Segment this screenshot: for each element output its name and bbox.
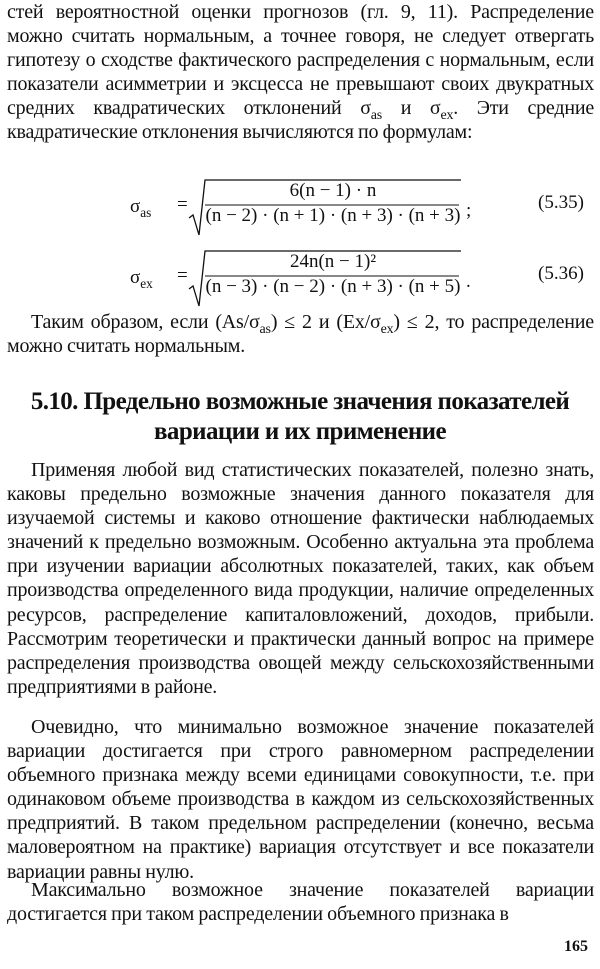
paragraph-after-formulas: Таким образом, если $(As/\sigma_{as}) \le 2$ и $(Ex/\sigma_{ex}) \le 2$, то распределение можно считать нормальным.: [7, 311, 594, 358]
section-heading-line-2: вариации и их применение: [154, 418, 446, 445]
paragraph-2: Очевидно, что минимально возможное значение показателей вариации достигается при строго равномерном распределении объемного признака между всеми единицами совокупности, т.е. при одинаковом объеме производства в каждом из сельскохозяйственных предприятий. В таком предельном распределении (конечно, весьма маловероятном на практике) вариация отсутствует и все показатели вариации равны нулю.: [7, 716, 594, 883]
formula-lhs: $\sigma_{as}$: [130, 196, 152, 220]
formula-5-36: [0, 249, 600, 309]
section-heading-line-1: 5.10. Предельно возможные значения показателей: [30, 388, 570, 415]
formula-denominator: (n − 2) · (n + 1) · (n + 3) · (n + 3): [205, 205, 461, 226]
formula-number: (5.36): [538, 263, 584, 284]
formula-numerator: 24n(n − 1)²: [289, 251, 377, 272]
page-number: 165: [564, 938, 588, 955]
paragraph-top: стей вероятностной оценки прогнозов (гл. 9, 11). Распределение можно считать нормальным, а точнее говоря, не следует отвергать гипотезу о сходстве фактического распределения с нормальным, если показатели асимметрии и эксцесса не превышают своих двукратных средних квадратических отклонений $\sigma_{as}$ и $\sigma_{ex}$. Эти средние квадратические отклонения вычисляются по формулам:: [7, 1, 594, 144]
section-heading: [0, 387, 600, 447]
formula-number: (5.35): [538, 192, 584, 213]
formula-lhs: $\sigma_{ex}$: [130, 267, 153, 291]
formula-punctuation: .: [466, 271, 471, 292]
formula-5-35: [0, 178, 600, 238]
equals-sign: =: [177, 265, 188, 286]
equals-sign: =: [177, 194, 188, 215]
formula-punctuation: ;: [466, 200, 472, 221]
paragraph-1: Применяя любой вид статистических показателей, полезно знать, каковы предельно возможные значения данного показателя для изучаемой системы и каково отношение фактически наблюдаемых значений к предельно возможным. Особенно актуальна эта проблема при изучении вариации абсолютных показателей, таких, как объем производства определенного вида продукции, наличие определенных ресурсов, распределение капиталовложений, доходов, прибыли. Рассмотрим теоретически и практически данный вопрос на примере распределения производства овощей между сельскохозяйственными предприятиями в районе.: [7, 459, 594, 698]
formula-denominator: (n − 3) · (n − 2) · (n + 3) · (n + 5): [205, 276, 461, 297]
radical: [187, 178, 462, 238]
formula-numerator: 6(n − 1) · n: [289, 180, 377, 201]
radical: [187, 249, 462, 309]
paragraph-3: Максимально возможное значение показателей вариации достигается при таком распределении объемного признака в: [7, 879, 594, 926]
